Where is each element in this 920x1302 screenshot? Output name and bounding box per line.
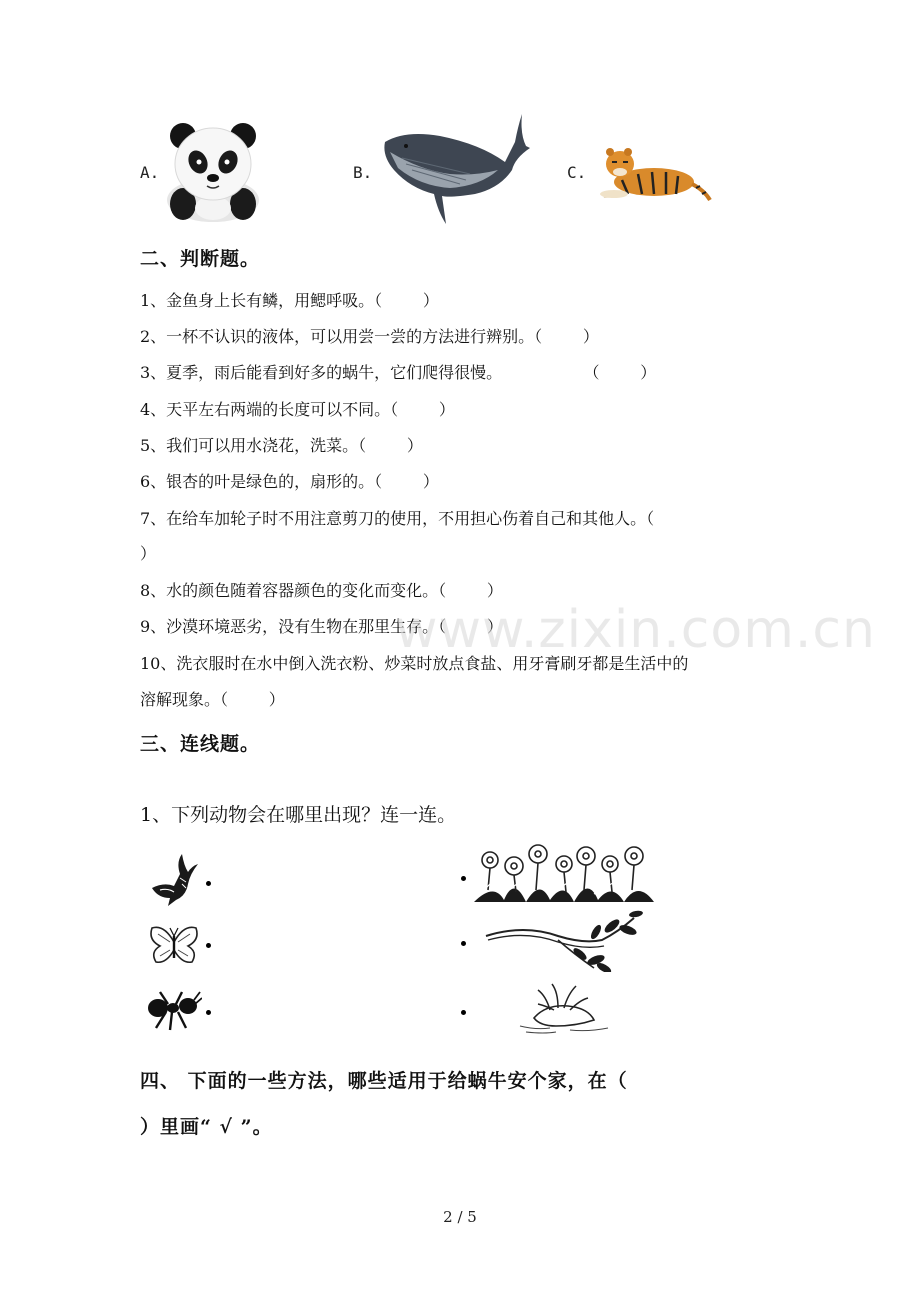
section3-question: 1、下列动物会在哪里出现？连一连。 [140, 804, 457, 826]
section2-item-7-cont: ） [140, 544, 157, 563]
bird-icon [146, 852, 200, 908]
page-number: 2 / 5 [443, 1208, 477, 1226]
grass-mound-icon [516, 982, 612, 1034]
watermark: www.zixin.com.cn [395, 600, 876, 660]
bird-dot[interactable] [206, 881, 211, 886]
option-b-label: B. [353, 163, 373, 182]
section4-title-line2: ）里画“ √ ”。 [140, 1116, 273, 1138]
section2-item-3: 3、夏季，雨后能看到好多的蜗牛，它们爬得很慢。 （ ） [140, 363, 657, 382]
section2-item-6: 6、银杏的叶是绿色的，扇形的。（ ） [140, 472, 439, 491]
tree-branch-icon [484, 910, 644, 972]
option-c-label: C. [567, 163, 587, 182]
section2-item-9: 9、沙漠环境恶劣，没有生物在那里生存。（ ） [140, 617, 503, 636]
grass-mound-dot[interactable] [461, 1010, 466, 1015]
tree-branch-dot[interactable] [461, 941, 466, 946]
section2-title: 二、判断题。 [140, 248, 261, 270]
section4-title-line1: 四、 下面的一些方法，哪些适用于给蜗牛安个家，在（ [140, 1070, 628, 1092]
section2-item-10-cont: 溶解现象。（ ） [140, 690, 285, 709]
flowers-dot[interactable] [461, 876, 466, 881]
section2-item-5: 5、我们可以用水浇花，洗菜。（ ） [140, 436, 423, 455]
section2-item-8: 8、水的颜色随着容器颜色的变化而变化。（ ） [140, 581, 503, 600]
ant-dot[interactable] [206, 1010, 211, 1015]
butterfly-icon [148, 922, 200, 968]
section2-item-7: 7、在给车加轮子时不用注意剪刀的使用，不用担心伤着自己和其他人。（ [140, 509, 655, 528]
option-a-label: A. [140, 163, 160, 182]
flowers-icon [474, 842, 656, 904]
section2-item-4: 4、天平左右两端的长度可以不同。（ ） [140, 400, 455, 419]
section3-title: 三、连线题。 [140, 733, 261, 755]
butterfly-dot[interactable] [206, 943, 211, 948]
ant-icon [146, 988, 202, 1032]
section2-item-2: 2、一杯不认识的液体，可以用尝一尝的方法进行辨别。（ ） [140, 327, 599, 346]
tiger-icon [592, 140, 714, 206]
section2-item-10: 10、洗衣服时在水中倒入洗衣粉、炒菜时放点食盐、用牙膏刷牙都是生活中的 [140, 654, 689, 673]
panda-icon [163, 118, 263, 222]
whale-icon [380, 112, 540, 230]
section2-item-1: 1、金鱼身上长有鳞，用鳃呼吸。（ ） [140, 291, 439, 310]
